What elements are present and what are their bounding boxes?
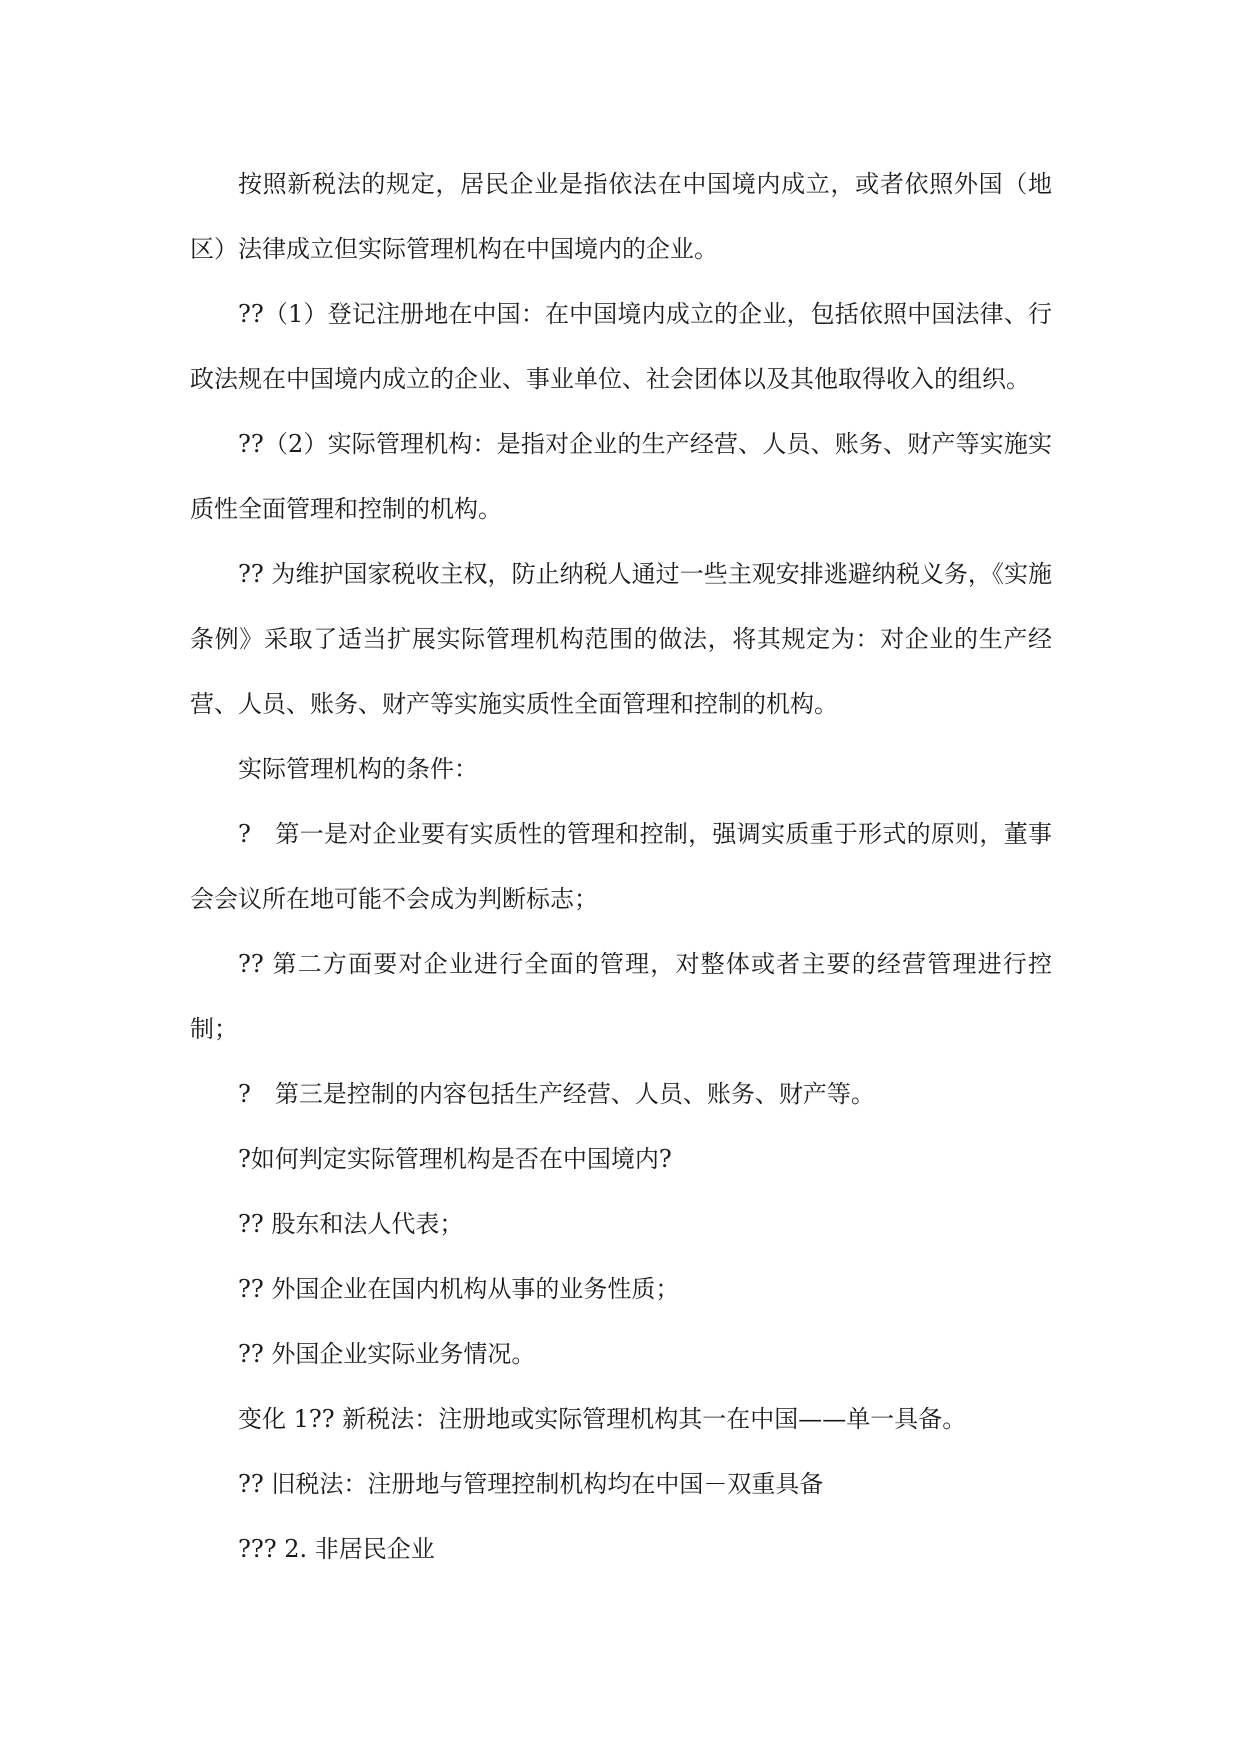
paragraph-condition-first: ? 第一是对企业要有实质性的管理和控制，强调实质重于形式的原则，董事会会议所在地可能不会成为判断标志； bbox=[190, 820, 1052, 913]
paragraph-tax-sovereignty: ?? 为维护国家税收主权，防止纳税人通过一些主观安排逃避纳税义务，《实施条例》采取了适当扩展实际管理机构范围的做法，将其规定为：对企业的生产经营、人员、账务、财产等实施实质性全面管理和控制的机构。 bbox=[190, 560, 1052, 718]
document-body bbox=[190, 152, 1052, 1582]
paragraph-determination-question: ?如何判定实际管理机构是否在中国境内? bbox=[238, 1145, 672, 1173]
paragraph-non-resident-heading: ??? 2. 非居民企业 bbox=[238, 1535, 435, 1563]
paragraph-condition-second: ?? 第二方面要对企业进行全面的管理，对整体或者主要的经营管理进行控制； bbox=[190, 950, 1052, 1043]
paragraph-registration-place: ??（1）登记注册地在中国：在中国境内成立的企业，包括依照中国法律、行政法规在中国境内成立的企业、事业单位、社会团体以及其他取得收入的组织。 bbox=[190, 300, 1052, 393]
paragraph-change-old-law: ?? 旧税法：注册地与管理控制机构均在中国－双重具备 bbox=[238, 1470, 824, 1498]
paragraph-actual-business: ?? 外国企业实际业务情况。 bbox=[238, 1340, 536, 1368]
paragraph-business-nature: ?? 外国企业在国内机构从事的业务性质； bbox=[238, 1275, 680, 1303]
paragraph-condition-third: ? 第三是控制的内容包括生产经营、人员、账务、财产等。 bbox=[238, 1080, 875, 1108]
paragraph-actual-management-body: ??（2）实际管理机构：是指对企业的生产经营、人员、账务、财产等实施实质性全面管理和控制的机构。 bbox=[190, 430, 1052, 523]
paragraph-change-new-law: 变化 1?? 新税法：注册地或实际管理机构其一在中国——单一具备。 bbox=[238, 1405, 967, 1433]
paragraph-shareholders: ?? 股东和法人代表； bbox=[238, 1210, 464, 1238]
paragraph-conditions-heading: 实际管理机构的条件： bbox=[238, 755, 478, 783]
paragraph-resident-enterprise-definition: 按照新税法的规定，居民企业是指依法在中国境内成立，或者依照外国（地区）法律成立但实际管理机构在中国境内的企业。 bbox=[190, 170, 1052, 263]
